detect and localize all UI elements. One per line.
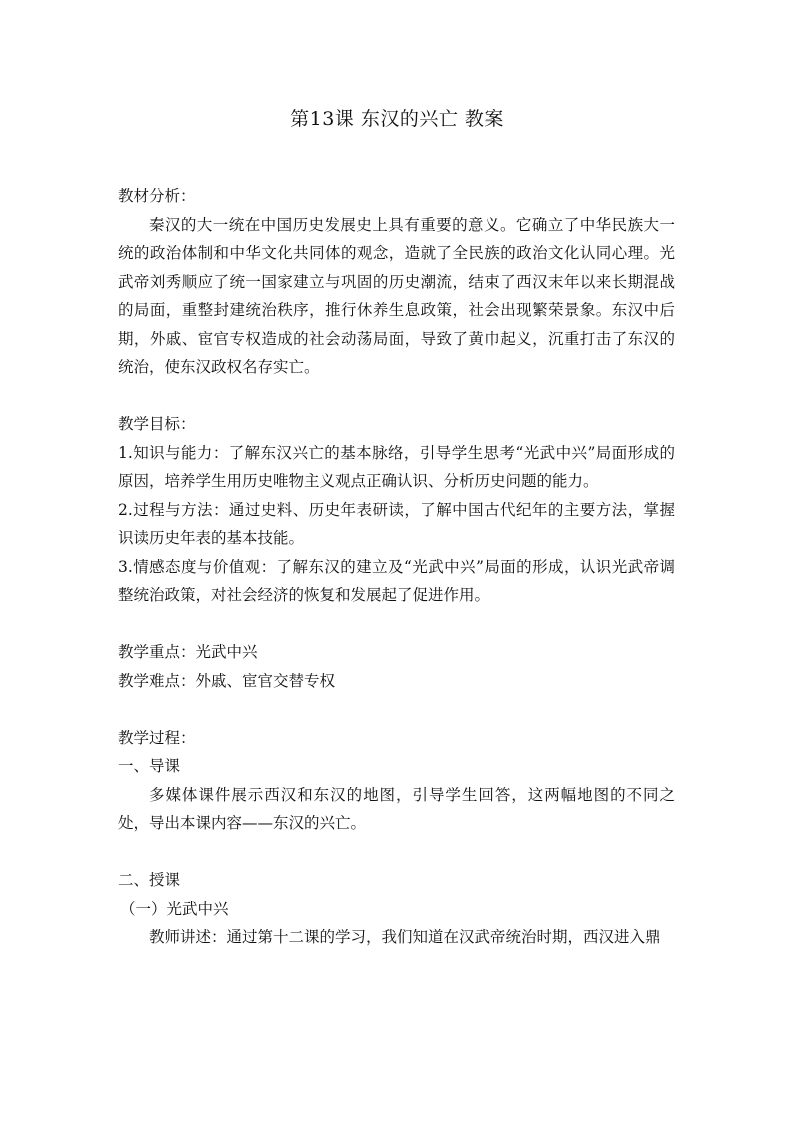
page-title: 第13课 东汉的兴亡 教案 <box>290 108 504 130</box>
document-body <box>118 182 675 952</box>
objectives-heading: 教学目标： <box>118 415 196 433</box>
difficult-point: 教学难点：外戚、宦官交替专权 <box>118 671 336 690</box>
process-heading: 教学过程： <box>118 728 196 747</box>
key-point: 教学重点：光武中兴 <box>118 643 258 661</box>
spacer <box>118 695 675 724</box>
teach-paragraph: 教师讲述：通过第十二课的学习，我们知道在汉武帝统治时期，西汉进入鼎 <box>149 928 661 946</box>
intro-heading: 一、导课 <box>118 757 181 775</box>
spacer <box>118 382 675 411</box>
objective-item-2: 2.过程与方法：通过史料、历史年表研读，了解中国古代纪年的主要方法，掌握识读历史年表的基本技能。 <box>118 500 675 547</box>
spacer <box>118 838 675 867</box>
teach-heading: 二、授课 <box>118 871 181 889</box>
objective-item-1: 1.知识与能力：了解东汉兴亡的基本脉络，引导学生思考“光武中兴”局面形成的原因，培养学生用历史唯物主义观点正确认识、分析历史问题的能力。 <box>118 443 675 490</box>
spacer <box>118 610 675 639</box>
sub-heading: （一）光武中兴 <box>120 899 229 918</box>
objective-item-3: 3.情感态度与价值观：了解东汉的建立及“光武中兴”局面的形成，认识光武帝调整统治政策，对社会经济的恢复和发展起了促进作用。 <box>118 557 675 604</box>
intro-paragraph: 多媒体课件展示西汉和东汉的地图，引导学生回答，这两幅地图的不同之处，导出本课内容——东汉的兴亡。 <box>118 785 675 832</box>
analysis-heading: 教材分析： <box>118 187 196 205</box>
analysis-paragraph: 秦汉的大一统在中国历史发展史上具有重要的意义。它确立了中华民族大一统的政治体制和中华文化共同体的观念，造就了全民族的政治文化认同心理。光武帝刘秀顺应了统一国家建立与巩固的历史潮流，结束了西汉末年以来长期混战的局面，重整封建统治秩序，推行休养生息政策，社会出现繁荣景象。东汉中后期，外戚、宦官专权造成的社会动荡局面，导致了黄巾起义，沉重打击了东汉的统治，使东汉政权名存实亡。 <box>118 215 675 376</box>
